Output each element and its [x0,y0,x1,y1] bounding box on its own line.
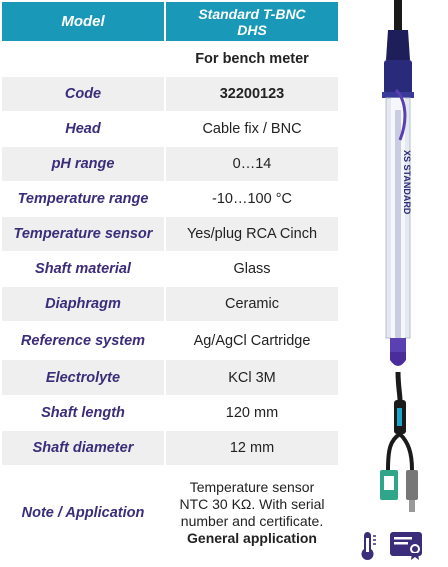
row-label: pH range [2,147,166,181]
row-label: Temperature sensor [2,217,166,251]
note-strong: General application [187,529,317,546]
note-label: Note / Application [2,466,166,559]
row-value: Cable fix / BNC [202,121,302,137]
table-header [2,2,338,42]
table-row [2,182,338,217]
thermometer-icon [362,532,377,560]
probe-brand-text: XS STANDARD [402,150,412,215]
row-value: Yes/plug RCA Cinch [186,226,318,242]
row-value: 12 mm [229,440,275,456]
table-row [2,431,338,466]
header-product-line2: DHS [237,21,267,38]
row-value: 120 mm [225,405,279,421]
subheader-row [2,42,338,77]
table-row [2,322,338,360]
table-row [2,360,338,396]
row-label: Electrolyte [2,360,166,395]
table-row [2,287,338,322]
table-row [2,252,338,287]
row-label: Shaft material [2,252,166,286]
note-value [166,466,338,559]
row-label: Reference system [2,322,166,359]
row-label: Shaft length [2,396,166,430]
row-value: Glass [233,261,271,277]
table-row [2,396,338,431]
header-product-name [166,2,338,41]
subheader-empty [2,42,166,76]
row-label: Diaphragm [2,287,166,321]
header-model: Model [2,2,166,41]
table-row [2,77,338,112]
table-row [2,112,338,147]
header-product-line1: Standard T-BNC [198,5,306,22]
note-row [2,466,338,560]
note-line: NTC 30 KΩ. With serial [179,495,325,512]
row-label: Head [2,112,166,146]
row-value: 32200123 [219,86,285,102]
table-row [2,147,338,182]
certificate-icon [390,532,422,560]
spec-table [2,2,338,560]
row-value: KCl 3M [228,369,276,386]
row-value: 0…14 [232,156,272,172]
feature-icons [360,530,440,562]
row-value: -10…100 °C [212,191,292,207]
subheader-text: For bench meter [195,51,309,67]
row-label: Temperature range [2,182,166,216]
icons-svg [360,530,440,562]
row-label: Shaft diameter [2,431,166,465]
row-value: Ceramic [225,296,279,312]
table-row [2,217,338,252]
note-line: number and certificate. [180,512,324,529]
row-label: Code [2,77,166,111]
row-value: Ag/AgCl Cartridge [193,332,311,349]
note-line: Temperature sensor [189,478,315,495]
ph-electrode-image [360,0,448,520]
